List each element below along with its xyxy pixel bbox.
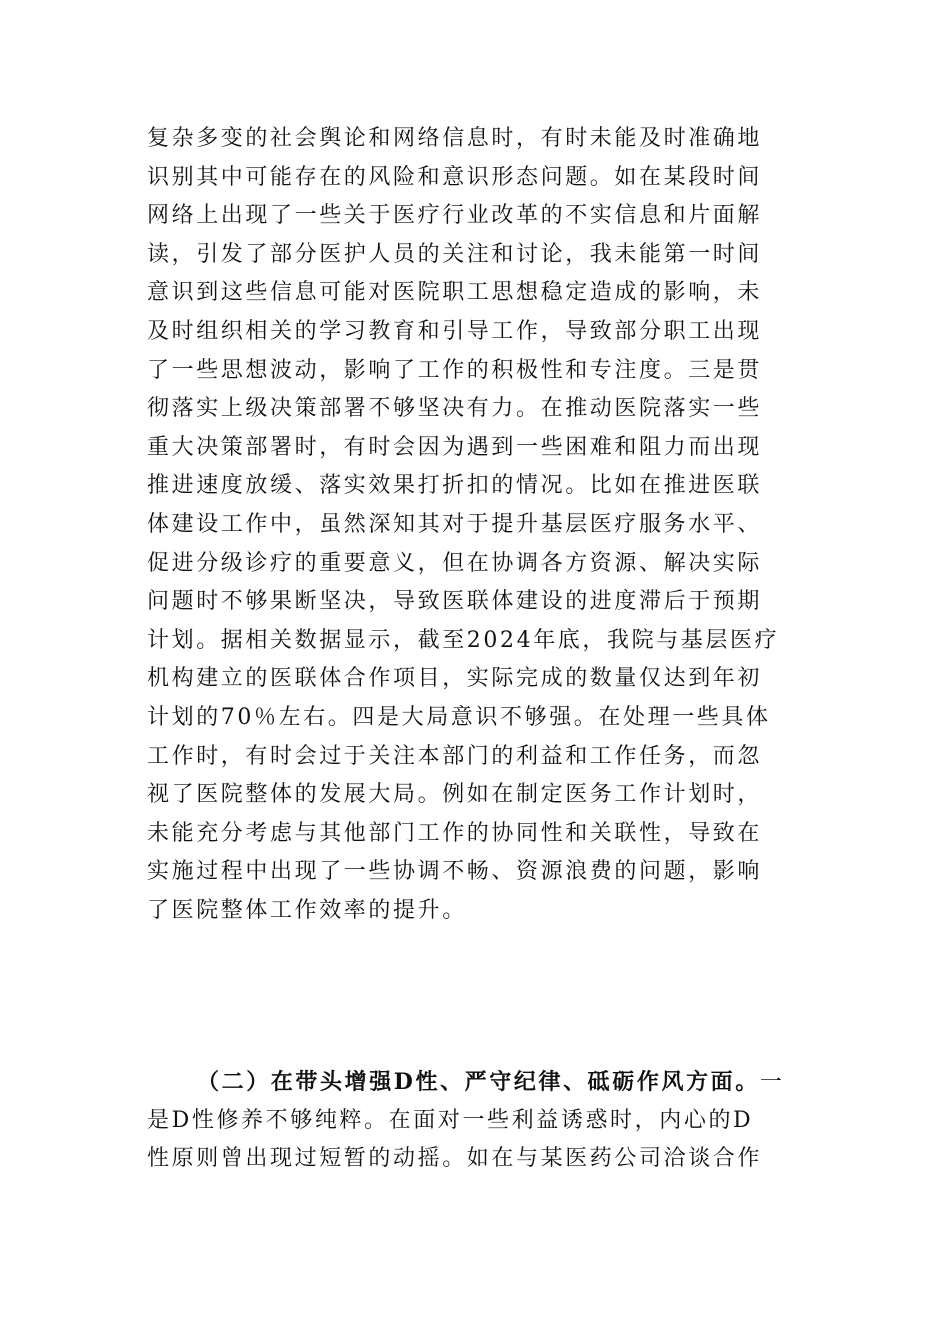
paragraph-1 (147, 120, 807, 930)
paragraph-line: 促进分级诊疗的重要意义，但在协调各方资源、解决实际 (147, 550, 763, 576)
paragraph-line: 推进速度放缓、落实效果打折扣的情况。比如在推进医联 (147, 473, 763, 499)
paragraph-line: 重大决策部署时，有时会因为遇到一些困难和阻力而出现 (147, 434, 763, 460)
paragraph-line: 识别其中可能存在的风险和意识形态问题。如在某段时间 (147, 164, 763, 190)
paragraph-line: 及时组织相关的学习教育和引导工作，导致部分职工出现 (147, 318, 763, 344)
paragraph-line: 彻落实上级决策部署不够坚决有力。在推动医院落实一些 (147, 396, 763, 422)
paragraph-line-rest: 一 (759, 1070, 785, 1095)
paragraph-line: 网络上出现了一些关于医疗行业改革的不实信息和片面解 (147, 203, 763, 229)
paragraph-line: 是D性修养不够纯粹。在面对一些利益诱惑时，内心的D (147, 1107, 754, 1133)
paragraph-line: 性原则曾出现过短暂的动摇。如在与某医药公司洽谈合作 (147, 1146, 763, 1172)
paragraph-line: 工作时，有时会过于关注本部门的利益和工作任务，而忽 (147, 743, 763, 769)
paragraph-line: 未能充分考虑与其他部门工作的协同性和关联性，导致在 (147, 820, 763, 846)
paragraph-line: 意识到这些信息可能对医院职工思想稳定造成的影响，未 (147, 280, 763, 306)
paragraph-line: 体建设工作中，虽然深知其对于提升基层医疗服务水平、 (147, 511, 763, 537)
paragraph-line: 计划的70％左右。四是大局意识不够强。在处理一些具体 (147, 704, 771, 730)
paragraph-line: 问题时不够果断坚决，导致医联体建设的进度滞后于预期 (147, 589, 763, 615)
paragraph-2 (147, 1063, 807, 1179)
paragraph-line: 复杂多变的社会舆论和网络信息时，有时未能及时准确地 (147, 126, 763, 151)
paragraph-line: 了医院整体工作效率的提升。 (147, 897, 467, 923)
paragraph-line: 机构建立的医联体合作项目，实际完成的数量仅达到年初 (147, 666, 763, 692)
paragraph-line: 视了医院整体的发展大局。例如在制定医务工作计划时， (147, 782, 763, 808)
section-heading: （二）在带头增强D性、严守纪律、砥砺作风方面。 (197, 1069, 760, 1095)
paragraph-line: 实施过程中出现了一些协调不畅、资源浪费的问题，影响 (147, 859, 763, 885)
paragraph-line: 了一些思想波动，影响了工作的积极性和专注度。三是贯 (147, 357, 763, 383)
paragraph-line: 读，引发了部分医护人员的关注和讨论，我未能第一时间 (147, 241, 763, 267)
paragraph-line: 计划。据相关数据显示，截至2024年底，我院与基层医疗 (147, 627, 780, 653)
paragraph-first-line (147, 1063, 807, 1102)
